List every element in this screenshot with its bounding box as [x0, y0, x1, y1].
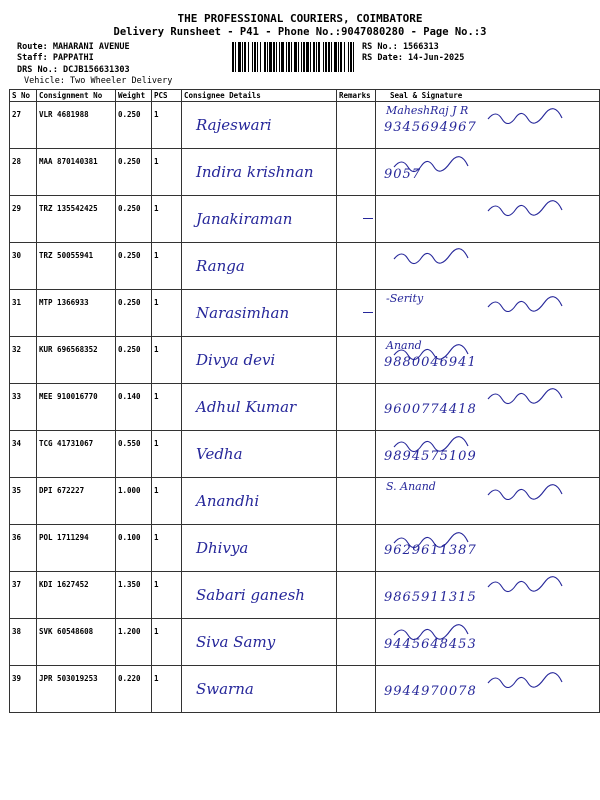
- signature-phone: 9880046941: [384, 355, 477, 370]
- signature-scribble: [392, 153, 482, 173]
- vehicle-label: Vehicle: Two Wheeler Delivery: [24, 76, 173, 86]
- cell-sno: 28: [10, 149, 37, 196]
- consignee-handwritten-name: Divya devi: [196, 351, 276, 369]
- cell-weight: 0.250: [116, 337, 152, 384]
- runsheet-subtitle: Delivery Runsheet - P41 - Phone No.:9047080280 - Page No.:3: [113, 26, 487, 38]
- signature-name: -Serity: [386, 292, 424, 305]
- table-row: [10, 290, 600, 337]
- cell-pcs: 1: [152, 337, 182, 384]
- signature-name: Anand: [386, 339, 422, 352]
- cell-remarks: [337, 666, 376, 713]
- signature-scribble: [486, 574, 576, 594]
- cell-signature: [376, 243, 600, 290]
- cell-signature: [376, 337, 600, 384]
- table-row: [10, 337, 600, 384]
- cell-signature: [376, 290, 600, 337]
- signature-scribble: [486, 104, 576, 124]
- cell-sno: 31: [10, 290, 37, 337]
- cell-consignee: [182, 149, 337, 196]
- barcode: [232, 42, 354, 72]
- cell-weight: 0.100: [116, 525, 152, 572]
- cell-remarks: [337, 525, 376, 572]
- col-header-consignee: Consignee Details: [182, 90, 337, 102]
- table-row: [10, 478, 600, 525]
- consignee-handwritten-name: Adhul Kumar: [196, 398, 297, 416]
- table-row: [10, 666, 600, 713]
- consignee-handwritten-name: Swarna: [196, 680, 254, 698]
- cell-consignee: [182, 478, 337, 525]
- cell-signature: [376, 384, 600, 431]
- cell-consignee: [182, 243, 337, 290]
- signature-scribble: [392, 529, 482, 549]
- cell-signature: [376, 196, 600, 243]
- table-row: [10, 572, 600, 619]
- signature-scribble: [486, 668, 576, 688]
- table-row: [10, 619, 600, 666]
- cell-sno: 30: [10, 243, 37, 290]
- signature-scribble: [486, 198, 576, 218]
- cell-pcs: 1: [152, 102, 182, 149]
- col-header-signature: Seal & Signature: [376, 90, 600, 102]
- col-header-pcs: PCS: [152, 90, 182, 102]
- signature-scribble: [392, 623, 482, 643]
- cell-consignee: [182, 102, 337, 149]
- signature-phone: 9865911315: [384, 590, 477, 605]
- cell-sno: 35: [10, 478, 37, 525]
- cell-pcs: 1: [152, 619, 182, 666]
- col-header-remarks: Remarks: [337, 90, 376, 102]
- cell-weight: 0.550: [116, 431, 152, 478]
- cell-weight: 0.250: [116, 243, 152, 290]
- rs-date: RS Date: 14-Jun-2025: [362, 53, 465, 63]
- consignee-handwritten-name: Dhivya: [196, 539, 249, 557]
- col-header-consignment: Consignment No: [37, 90, 116, 102]
- consignee-handwritten-name: Rajeswari: [196, 116, 272, 134]
- cell-remarks: [337, 337, 376, 384]
- signature-phone: 9057: [384, 167, 422, 182]
- signature-name: MaheshRaj J R: [386, 104, 469, 117]
- cell-consignment: KDI 1627452: [37, 572, 116, 619]
- cell-consignment: POL 1711294: [37, 525, 116, 572]
- cell-consignee: [182, 431, 337, 478]
- remark-dash: [363, 312, 373, 313]
- cell-weight: 0.250: [116, 290, 152, 337]
- cell-remarks: [337, 431, 376, 478]
- signature-scribble: [486, 386, 576, 406]
- cell-weight: 0.140: [116, 384, 152, 431]
- signature-phone: 9345694967: [384, 120, 477, 135]
- consignee-handwritten-name: Siva Samy: [196, 633, 276, 651]
- cell-remarks: [337, 290, 376, 337]
- consignee-handwritten-name: Indira krishnan: [196, 163, 314, 181]
- cell-remarks: [337, 619, 376, 666]
- cell-sno: 38: [10, 619, 37, 666]
- table-row: [10, 196, 600, 243]
- cell-remarks: [337, 243, 376, 290]
- cell-pcs: 1: [152, 525, 182, 572]
- cell-consignee: [182, 384, 337, 431]
- rs-number: RS No.: 1566313: [362, 42, 439, 52]
- signature-phone: 9944970078: [384, 684, 477, 699]
- table-row: [10, 525, 600, 572]
- col-header-sno: S No: [10, 90, 37, 102]
- cell-sno: 37: [10, 572, 37, 619]
- cell-consignment: TRZ 135542425: [37, 196, 116, 243]
- cell-sno: 36: [10, 525, 37, 572]
- signature-scribble: [392, 435, 482, 455]
- consignee-handwritten-name: Vedha: [196, 445, 243, 463]
- signature-phone: 9629611387: [384, 543, 477, 558]
- cell-pcs: 1: [152, 666, 182, 713]
- cell-signature: [376, 431, 600, 478]
- cell-consignee: [182, 619, 337, 666]
- consignee-handwritten-name: Janakiraman: [196, 210, 293, 228]
- cell-sno: 32: [10, 337, 37, 384]
- consignee-handwritten-name: Ranga: [196, 257, 245, 275]
- cell-remarks: [337, 478, 376, 525]
- table-header-row: [10, 90, 600, 102]
- cell-weight: 0.250: [116, 196, 152, 243]
- drs-number: DRS No.: DCJB156631303: [17, 65, 130, 75]
- cell-pcs: 1: [152, 196, 182, 243]
- runsheet-table: [9, 89, 600, 713]
- cell-pcs: 1: [152, 572, 182, 619]
- col-header-weight: Weight: [116, 90, 152, 102]
- cell-consignment: TRZ 50055941: [37, 243, 116, 290]
- cell-consignment: TCG 41731067: [37, 431, 116, 478]
- table-row: [10, 431, 600, 478]
- cell-consignment: KUR 696568352: [37, 337, 116, 384]
- cell-remarks: [337, 384, 376, 431]
- cell-pcs: 1: [152, 384, 182, 431]
- cell-remarks: [337, 149, 376, 196]
- cell-pcs: 1: [152, 478, 182, 525]
- cell-pcs: 1: [152, 149, 182, 196]
- cell-signature: [376, 149, 600, 196]
- cell-weight: 1.350: [116, 572, 152, 619]
- cell-consignee: [182, 196, 337, 243]
- cell-consignee: [182, 337, 337, 384]
- cell-signature: [376, 666, 600, 713]
- route-label: Route: MAHARANI AVENUE: [17, 42, 130, 52]
- table-row: [10, 384, 600, 431]
- cell-weight: 0.250: [116, 102, 152, 149]
- cell-consignee: [182, 572, 337, 619]
- table-row: [10, 102, 600, 149]
- cell-pcs: 1: [152, 243, 182, 290]
- cell-pcs: 1: [152, 431, 182, 478]
- cell-consignment: MTP 1366933: [37, 290, 116, 337]
- cell-weight: 1.000: [116, 478, 152, 525]
- table-row: [10, 149, 600, 196]
- cell-weight: 0.220: [116, 666, 152, 713]
- cell-consignee: [182, 666, 337, 713]
- cell-sno: 27: [10, 102, 37, 149]
- cell-sno: 29: [10, 196, 37, 243]
- cell-signature: [376, 102, 600, 149]
- signature-scribble: [392, 341, 482, 361]
- cell-consignment: MAA 870140381: [37, 149, 116, 196]
- cell-remarks: [337, 572, 376, 619]
- cell-consignment: DPI 672227: [37, 478, 116, 525]
- runsheet-title: THE PROFESSIONAL COURIERS, COIMBATORE: [177, 12, 423, 25]
- cell-signature: [376, 619, 600, 666]
- cell-consignment: JPR 503019253: [37, 666, 116, 713]
- signature-scribble: [392, 247, 482, 267]
- signature-scribble: [486, 480, 576, 500]
- signature-phone: 9600774418: [384, 402, 477, 417]
- signature-phone: 9445648453: [384, 637, 477, 652]
- cell-consignment: VLR 4681988: [37, 102, 116, 149]
- consignee-handwritten-name: Anandhi: [196, 492, 260, 510]
- cell-consignment: MEE 910016770: [37, 384, 116, 431]
- signature-phone: 9894575109: [384, 449, 477, 464]
- cell-sno: 34: [10, 431, 37, 478]
- signature-name: S. Anand: [386, 480, 436, 493]
- cell-signature: [376, 478, 600, 525]
- cell-sno: 33: [10, 384, 37, 431]
- staff-label: Staff: PAPPATHI: [17, 53, 94, 63]
- remark-dash: [363, 218, 373, 219]
- table-row: [10, 243, 600, 290]
- cell-consignee: [182, 525, 337, 572]
- cell-signature: [376, 525, 600, 572]
- cell-pcs: 1: [152, 290, 182, 337]
- signature-scribble: [486, 292, 576, 312]
- cell-weight: 1.200: [116, 619, 152, 666]
- cell-remarks: [337, 196, 376, 243]
- cell-remarks: [337, 102, 376, 149]
- cell-consignee: [182, 290, 337, 337]
- cell-signature: [376, 572, 600, 619]
- cell-weight: 0.250: [116, 149, 152, 196]
- cell-consignment: SVK 60548608: [37, 619, 116, 666]
- consignee-handwritten-name: Narasimhan: [196, 304, 290, 322]
- cell-sno: 39: [10, 666, 37, 713]
- consignee-handwritten-name: Sabari ganesh: [196, 586, 305, 604]
